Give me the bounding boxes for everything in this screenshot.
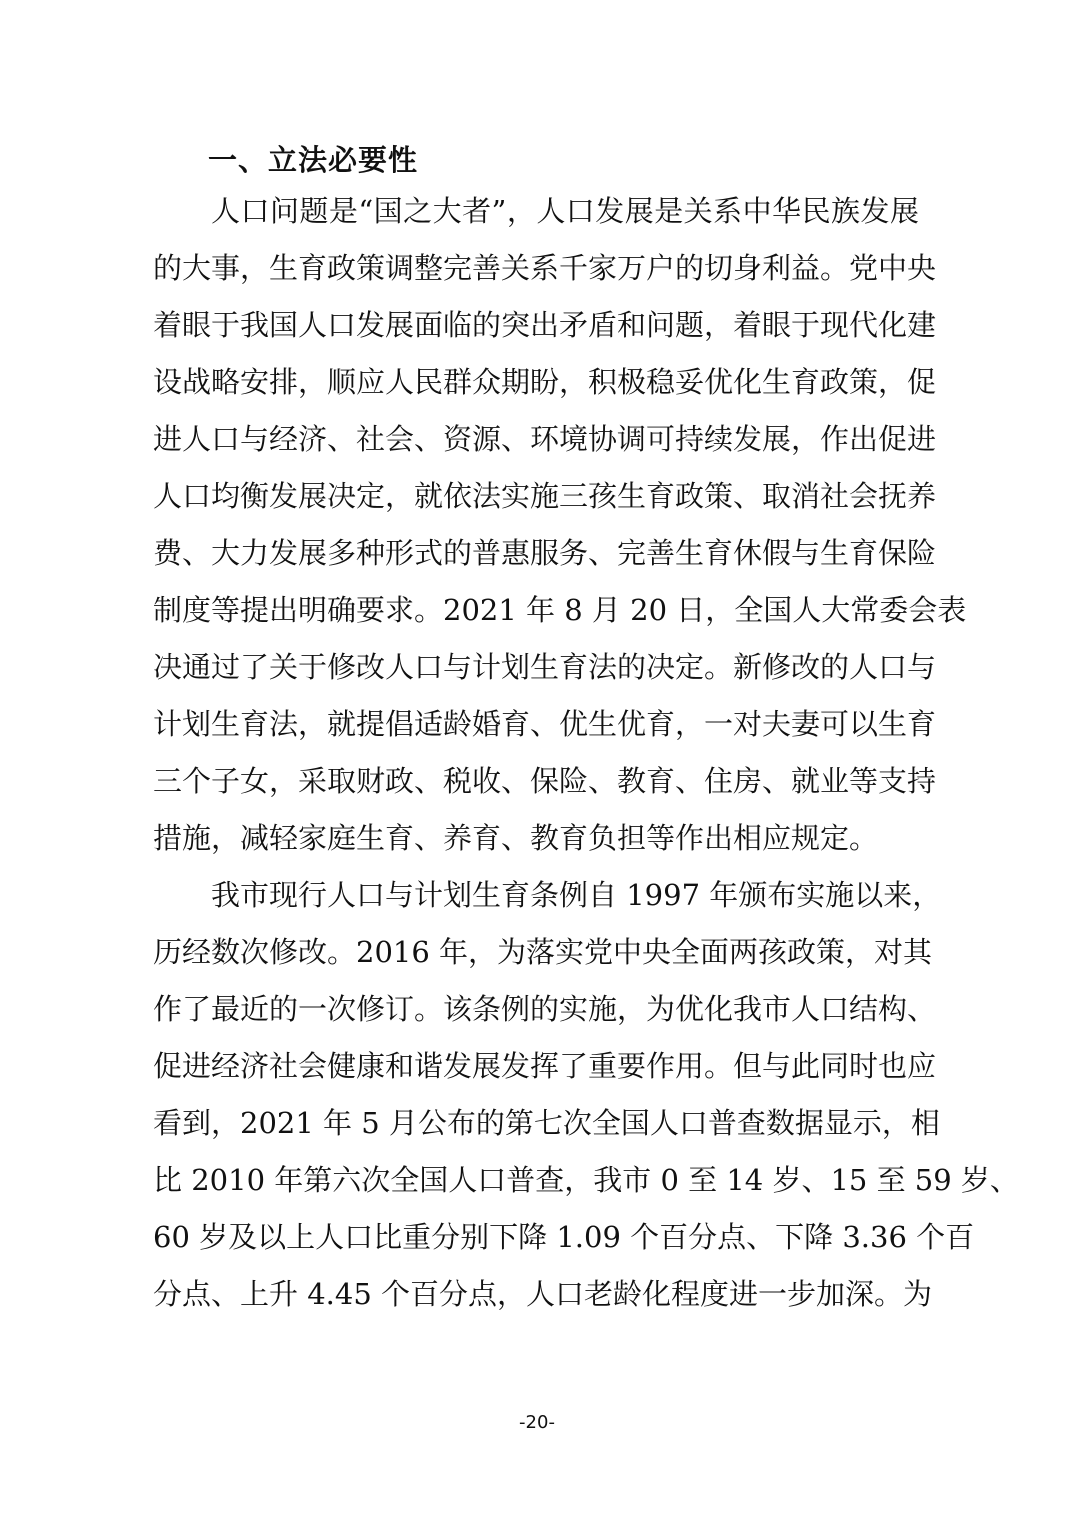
paragraph-1-line-3: 着眼于我国人口发展面临的突出矛盾和问题，着眼于现代化建 xyxy=(153,308,937,342)
paragraph-2-line-3: 作了最近的一次修订。该条例的实施，为优化我市人口结构、 xyxy=(153,992,937,1026)
paragraph-2-line-7: 60 岁及以上人口比重分别下降 1.09 个百分点、下降 3.36 个百 xyxy=(153,1220,975,1254)
paragraph-2-line-8: 分点、上升 4.45 个百分点，人口老龄化程度进一步加深。为 xyxy=(153,1277,933,1311)
section-heading: 一、立法必要性 xyxy=(208,143,419,177)
paragraph-2-line-4: 促进经济社会健康和谐发展发挥了重要作用。但与此同时也应 xyxy=(153,1049,937,1083)
paragraph-1-line-11: 三个子女，采取财政、税收、保险、教育、住房、就业等支持 xyxy=(153,764,937,798)
paragraph-1-line-7: 费、大力发展多种形式的普惠服务、完善生育休假与生育保险 xyxy=(153,536,937,570)
paragraph-1-line-1: 人口问题是“国之大者”，人口发展是关系中华民族发展 xyxy=(211,194,919,228)
page-number: -20- xyxy=(519,1412,555,1433)
paragraph-1-line-5: 进人口与经济、社会、资源、环境协调可持续发展，作出促进 xyxy=(153,422,937,456)
paragraph-1-line-8: 制度等提出明确要求。2021 年 8 月 20 日，全国人大常委会表 xyxy=(153,593,967,627)
paragraph-1-line-4: 设战略安排，顺应人民群众期盼，积极稳妥优化生育政策，促 xyxy=(153,365,937,399)
paragraph-2-line-6: 比 2010 年第六次全国人口普查，我市 0 至 14 岁、15 至 59 岁、 xyxy=(153,1163,1019,1197)
paragraph-1-line-12: 措施，减轻家庭生育、养育、教育负担等作出相应规定。 xyxy=(153,821,879,855)
paragraph-2-line-1: 我市现行人口与计划生育条例自 1997 年颁布实施以来， xyxy=(211,878,942,912)
paragraph-2-line-5: 看到，2021 年 5 月公布的第七次全国人口普查数据显示，相 xyxy=(153,1106,940,1140)
paragraph-1-line-9: 决通过了关于修改人口与计划生育法的决定。新修改的人口与 xyxy=(153,650,937,684)
paragraph-1-line-2: 的大事，生育政策调整完善关系千家万户的切身利益。党中央 xyxy=(153,251,937,285)
paragraph-2-line-2: 历经数次修改。2016 年，为落实党中央全面两孩政策，对其 xyxy=(153,935,933,969)
paragraph-1-line-6: 人口均衡发展决定，就依法实施三孩生育政策、取消社会抚养 xyxy=(153,479,937,513)
paragraph-1-line-10: 计划生育法，就提倡适龄婚育、优生优育，一对夫妻可以生育 xyxy=(153,707,937,741)
